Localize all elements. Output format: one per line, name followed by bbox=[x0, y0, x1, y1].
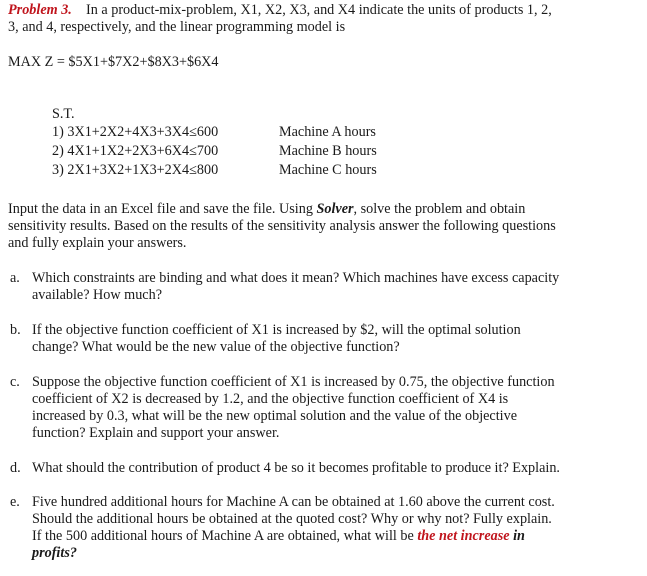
question-b-line-2: change? What would be the new value of the objective function? bbox=[32, 339, 400, 355]
question-e-line-1: Five hundred additional hours for Machine A can be obtained at 1.60 above the current cost. bbox=[32, 494, 555, 510]
constraint-3-label: Machine C hours bbox=[279, 162, 377, 178]
constraint-2 bbox=[52, 143, 218, 160]
intro-text-2: 3, and 4, respectively, and the linear programming model is bbox=[8, 19, 346, 35]
question-e-line-4: profits? bbox=[32, 545, 77, 561]
question-c-letter: c. bbox=[10, 374, 20, 390]
question-b-letter: b. bbox=[10, 322, 21, 338]
question-e-text: If the 500 additional hours of Machine A are obtained, what will be bbox=[32, 528, 418, 544]
solver-emphasis: Solver bbox=[316, 201, 354, 217]
constraint-1-label: Machine A hours bbox=[279, 124, 376, 140]
question-e-line-2: Should the additional hours be obtained at the quoted cost? Why or why not? Fully explain. bbox=[32, 511, 552, 527]
instructions-line-3: and fully explain your answers. bbox=[8, 235, 187, 251]
constraint-3 bbox=[52, 162, 218, 179]
instructions-line-2: sensitivity results. Based on the results of the sensitivity analysis answer the following questions bbox=[8, 218, 556, 234]
question-a-line-2: available? How much? bbox=[32, 287, 162, 303]
constraint-expr: 3) 2X1+3X2+1X3+2X4≤800 bbox=[52, 162, 219, 178]
question-d-line-1: What should the contribution of product 4 be so it becomes profitable to produce it? Explain. bbox=[32, 460, 560, 476]
question-c-line-1: Suppose the objective function coefficient of X1 is increased by 0.75, the objective function bbox=[32, 374, 555, 390]
intro-text-1: In a product-mix-problem, X1, X2, X3, and X4 indicate the units of products 1, 2, bbox=[86, 2, 552, 18]
objective-function: MAX Z = $5X1+$7X2+$8X3+$6X4 bbox=[8, 54, 219, 70]
intro-line-1 bbox=[8, 2, 552, 19]
constraint-expr: 2) 4X1+1X2+2X3+6X4≤700 bbox=[52, 143, 219, 159]
instructions-text: Input the data in an Excel file and save the file. Using bbox=[8, 201, 317, 217]
question-b-line-1: If the objective function coefficient of X1 is increased by $2, will the optimal solution bbox=[32, 322, 521, 338]
question-c-line-2: coefficient of X2 is decreased by 1.2, and the objective function coefficient of X4 is bbox=[32, 391, 509, 407]
constraint-expr: 1) 3X1+2X2+4X3+3X4≤600 bbox=[52, 124, 219, 140]
subject-to-label: S.T. bbox=[52, 106, 75, 122]
question-e-in: in bbox=[509, 528, 525, 544]
net-increase-emphasis: the net increase bbox=[417, 528, 510, 544]
problem-label: Problem 3. bbox=[8, 2, 72, 18]
question-e-line-3 bbox=[32, 528, 525, 545]
constraint-1 bbox=[52, 124, 218, 141]
question-d-letter: d. bbox=[10, 460, 21, 476]
constraint-2-label: Machine B hours bbox=[279, 143, 377, 159]
question-c-line-4: function? Explain and support your answer. bbox=[32, 425, 280, 441]
question-e-letter: e. bbox=[10, 494, 20, 510]
question-a-letter: a. bbox=[10, 270, 20, 286]
instructions-text: , solve the problem and obtain bbox=[353, 201, 526, 217]
instructions-line-1 bbox=[8, 201, 525, 218]
question-a-line-1: Which constraints are binding and what does it mean? Which machines have excess capacity bbox=[32, 270, 560, 286]
question-c-line-3: increased by 0.3, what will be the new optimal solution and the value of the objective bbox=[32, 408, 518, 424]
